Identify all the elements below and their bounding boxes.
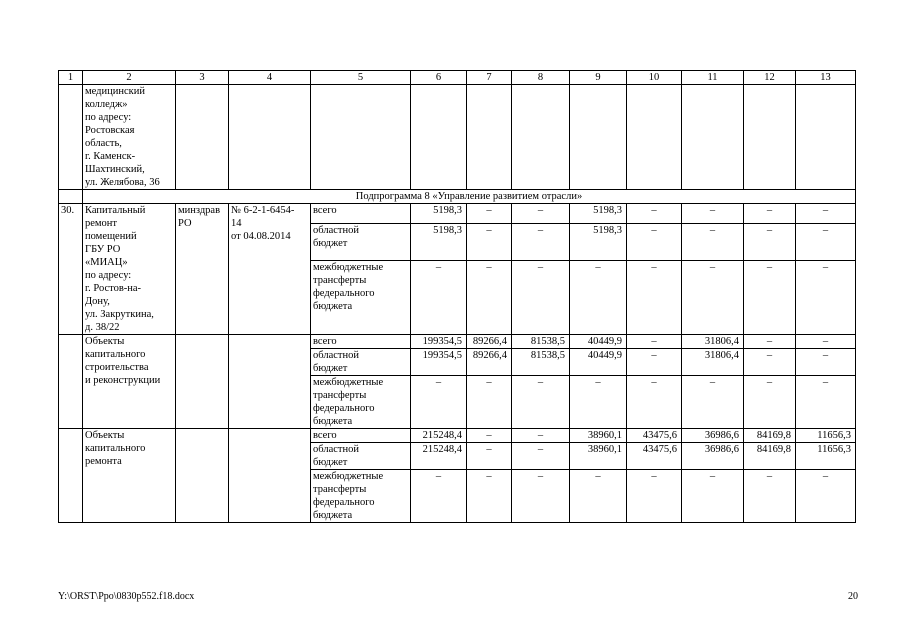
value-cell: – bbox=[744, 261, 796, 335]
budget-table bbox=[58, 70, 856, 523]
value-cell: – bbox=[627, 223, 682, 261]
value-cell: – bbox=[682, 376, 744, 429]
value-cell: – bbox=[467, 223, 512, 261]
executor-cell: минздрав РО bbox=[176, 204, 229, 335]
value-cell: 40449,9 bbox=[570, 349, 627, 376]
object-name-cell: Капитальный ремонт помещений ГБУ РО «МИАЦ» по адресу: г. Ростов-на- Дону, ул. Закруткина, д. 38/22 bbox=[83, 204, 176, 335]
value-cell: – bbox=[796, 335, 856, 349]
empty-cell bbox=[682, 85, 744, 190]
value-cell: – bbox=[467, 204, 512, 224]
column-header: 8 bbox=[512, 71, 570, 85]
column-header: 2 bbox=[83, 71, 176, 85]
document-cell: № 6-2-1-6454- 14 от 04.08.2014 bbox=[229, 204, 311, 335]
value-cell: – bbox=[627, 204, 682, 224]
column-header: 1 bbox=[59, 71, 83, 85]
column-header: 10 bbox=[627, 71, 682, 85]
value-cell: 5198,3 bbox=[570, 204, 627, 224]
value-cell: – bbox=[512, 261, 570, 335]
value-cell: – bbox=[627, 349, 682, 376]
value-cell: – bbox=[467, 261, 512, 335]
subprogram-row bbox=[59, 190, 856, 204]
empty-cell bbox=[311, 85, 411, 190]
num-cell bbox=[59, 429, 83, 523]
empty-cell bbox=[411, 85, 467, 190]
value-cell: – bbox=[796, 470, 856, 523]
value-cell: – bbox=[411, 470, 467, 523]
executor-cell bbox=[176, 429, 229, 523]
funding-source-cell: межбюджетные трансферты федерального бюджета bbox=[311, 376, 411, 429]
value-cell: 199354,5 bbox=[411, 335, 467, 349]
value-cell: – bbox=[744, 349, 796, 376]
column-header: 6 bbox=[411, 71, 467, 85]
value-cell: – bbox=[570, 376, 627, 429]
value-cell: 199354,5 bbox=[411, 349, 467, 376]
value-cell: 40449,9 bbox=[570, 335, 627, 349]
subprogram-title: Подпрограмма 8 «Управление развитием отрасли» bbox=[83, 190, 856, 204]
value-cell: – bbox=[512, 429, 570, 443]
value-cell: 43475,6 bbox=[627, 443, 682, 470]
value-cell: – bbox=[682, 223, 744, 261]
table-row bbox=[59, 204, 856, 224]
num-cell bbox=[59, 335, 83, 429]
empty-cell bbox=[744, 85, 796, 190]
value-cell: – bbox=[467, 376, 512, 429]
value-cell: – bbox=[512, 470, 570, 523]
value-cell: 36986,6 bbox=[682, 443, 744, 470]
value-cell: 215248,4 bbox=[411, 429, 467, 443]
funding-source-cell: всего bbox=[311, 335, 411, 349]
table-row bbox=[59, 429, 856, 443]
value-cell: – bbox=[744, 335, 796, 349]
value-cell: – bbox=[411, 261, 467, 335]
column-header: 12 bbox=[744, 71, 796, 85]
value-cell: – bbox=[570, 261, 627, 335]
value-cell: – bbox=[512, 376, 570, 429]
value-cell: – bbox=[467, 429, 512, 443]
document-cell bbox=[229, 429, 311, 523]
footer-file-path: Y:\ORST\Ppo\0830p552.f18.docx bbox=[58, 591, 195, 602]
column-header: 4 bbox=[229, 71, 311, 85]
funding-source-cell: областной бюджет bbox=[311, 223, 411, 261]
column-header: 7 bbox=[467, 71, 512, 85]
value-cell: – bbox=[627, 470, 682, 523]
value-cell: – bbox=[627, 261, 682, 335]
value-cell: – bbox=[570, 470, 627, 523]
column-header: 5 bbox=[311, 71, 411, 85]
value-cell: – bbox=[796, 376, 856, 429]
value-cell: – bbox=[682, 261, 744, 335]
value-cell: – bbox=[467, 443, 512, 470]
executor-cell bbox=[176, 335, 229, 429]
value-cell: – bbox=[796, 204, 856, 224]
empty-cell bbox=[176, 85, 229, 190]
num-cell: 30. bbox=[59, 204, 83, 335]
table-row bbox=[59, 85, 856, 190]
column-header: 11 bbox=[682, 71, 744, 85]
value-cell: 89266,4 bbox=[467, 335, 512, 349]
empty-cell bbox=[229, 85, 311, 190]
funding-source-cell: областной бюджет bbox=[311, 349, 411, 376]
value-cell: – bbox=[796, 349, 856, 376]
value-cell: 5198,3 bbox=[411, 223, 467, 261]
value-cell: 81538,5 bbox=[512, 349, 570, 376]
value-cell: – bbox=[627, 335, 682, 349]
funding-source-cell: всего bbox=[311, 429, 411, 443]
value-cell: – bbox=[796, 261, 856, 335]
value-cell: 5198,3 bbox=[411, 204, 467, 224]
value-cell: 84169,8 bbox=[744, 443, 796, 470]
value-cell: – bbox=[682, 204, 744, 224]
value-cell: – bbox=[512, 223, 570, 261]
value-cell: – bbox=[467, 470, 512, 523]
empty-cell bbox=[627, 85, 682, 190]
column-header: 13 bbox=[796, 71, 856, 85]
value-cell: 38960,1 bbox=[570, 443, 627, 470]
value-cell: – bbox=[411, 376, 467, 429]
object-name-cell: медицинский колледж» по адресу: Ростовская область, г. Каменск- Шахтинский, ул. Желябова, 36 bbox=[83, 85, 176, 190]
document-cell bbox=[229, 335, 311, 429]
value-cell: 89266,4 bbox=[467, 349, 512, 376]
value-cell: – bbox=[682, 470, 744, 523]
header-row bbox=[59, 71, 856, 85]
table-row bbox=[59, 335, 856, 349]
value-cell: – bbox=[796, 223, 856, 261]
value-cell: – bbox=[512, 204, 570, 224]
value-cell: – bbox=[744, 376, 796, 429]
value-cell: 215248,4 bbox=[411, 443, 467, 470]
value-cell: – bbox=[744, 204, 796, 224]
value-cell: – bbox=[744, 470, 796, 523]
empty-cell bbox=[796, 85, 856, 190]
value-cell: 38960,1 bbox=[570, 429, 627, 443]
funding-source-cell: всего bbox=[311, 204, 411, 224]
column-header: 3 bbox=[176, 71, 229, 85]
value-cell: 31806,4 bbox=[682, 335, 744, 349]
funding-source-cell: областной бюджет bbox=[311, 443, 411, 470]
value-cell: 5198,3 bbox=[570, 223, 627, 261]
num-cell bbox=[59, 190, 83, 204]
funding-source-cell: межбюджетные трансферты федерального бюджета bbox=[311, 470, 411, 523]
value-cell: 11656,3 bbox=[796, 443, 856, 470]
value-cell: 81538,5 bbox=[512, 335, 570, 349]
empty-cell bbox=[570, 85, 627, 190]
value-cell: 36986,6 bbox=[682, 429, 744, 443]
value-cell: 11656,3 bbox=[796, 429, 856, 443]
object-name-cell: Объекты капитального ремонта bbox=[83, 429, 176, 523]
value-cell: 43475,6 bbox=[627, 429, 682, 443]
value-cell: 31806,4 bbox=[682, 349, 744, 376]
empty-cell bbox=[512, 85, 570, 190]
value-cell: – bbox=[512, 443, 570, 470]
num-cell bbox=[59, 85, 83, 190]
value-cell: – bbox=[627, 376, 682, 429]
funding-source-cell: межбюджетные трансферты федерального бюджета bbox=[311, 261, 411, 335]
value-cell: 84169,8 bbox=[744, 429, 796, 443]
object-name-cell: Объекты капитального строительства и реконструкции bbox=[83, 335, 176, 429]
page-number: 20 bbox=[848, 591, 858, 602]
empty-cell bbox=[467, 85, 512, 190]
value-cell: – bbox=[744, 223, 796, 261]
column-header: 9 bbox=[570, 71, 627, 85]
